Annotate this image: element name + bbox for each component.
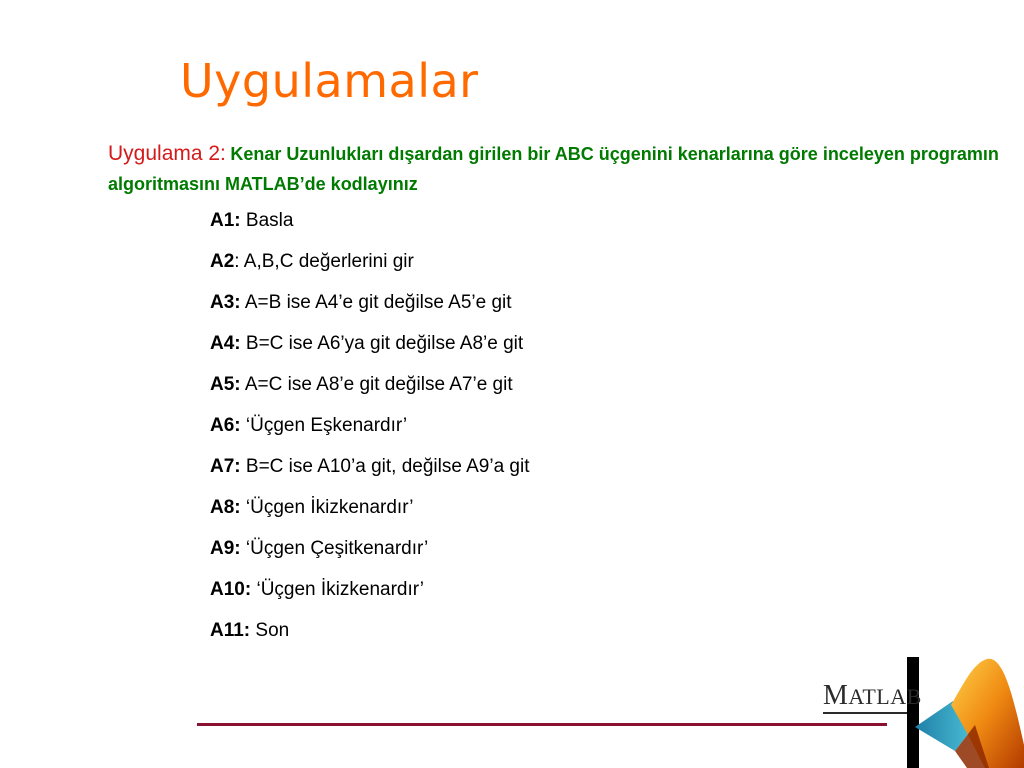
logo-underline: [823, 712, 907, 714]
algorithm-step: [210, 207, 530, 248]
step-code: A6:: [210, 415, 241, 436]
algorithm-step: [210, 535, 530, 576]
step-code: A1:: [210, 210, 241, 231]
algorithm-step: [210, 330, 530, 371]
algorithm-step: [210, 494, 530, 535]
step-code: A7:: [210, 456, 241, 477]
algorithm-step: [210, 371, 530, 412]
step-code: A3:: [210, 292, 241, 313]
step-text: A=B ise A4’e git değilse A5’e git: [240, 292, 512, 313]
step-code: A5:: [210, 374, 241, 395]
step-code: A10:: [210, 579, 252, 600]
step-text: B=C ise A10’a git, değilse A9’a git: [240, 456, 530, 477]
step-code: A11:: [210, 620, 251, 641]
algorithm-step: [210, 289, 530, 330]
step-text: ‘Üçgen Eşkenardır’: [240, 415, 408, 436]
step-code: A2: [210, 251, 235, 272]
step-code: A4:: [210, 333, 241, 354]
slide-subtitle: [108, 140, 1008, 200]
matlab-membrane-logo-icon: [915, 655, 1024, 768]
algorithm-step: [210, 453, 530, 494]
slide-title: Uygulamalar: [180, 54, 479, 108]
step-code: A8:: [210, 497, 241, 518]
step-code: A9:: [210, 538, 241, 559]
step-text: A=C ise A8’e git değilse A7’e git: [240, 374, 513, 395]
logo-first-letter: M: [823, 680, 849, 711]
step-text: Son: [250, 620, 290, 641]
algorithm-step: [210, 248, 530, 289]
subtitle-text: Kenar Uzunlukları dışardan girilen bir ABC üçgenini kenarlarına göre inceleyen programın algoritmasını MATLAB’de kodlayınız: [108, 144, 999, 194]
algorithm-step: [210, 412, 530, 453]
logo-rest-letters: ATLAB: [848, 684, 922, 709]
matlab-logo-text: [823, 680, 922, 712]
divider-line: [197, 723, 887, 726]
algorithm-step: [210, 576, 530, 617]
step-text: : A,B,C değerlerini gir: [234, 251, 414, 272]
step-text: ‘Üçgen İkizkenardır’: [240, 497, 414, 518]
subtitle-prefix: Uygulama 2:: [108, 142, 226, 165]
step-text: ‘Üçgen İkizkenardır’: [251, 579, 425, 600]
step-text: B=C ise A6’ya git değilse A8’e git: [240, 333, 524, 354]
algorithm-steps: [210, 207, 530, 658]
algorithm-step: [210, 617, 530, 658]
step-text: Basla: [240, 210, 294, 231]
step-text: ‘Üçgen Çeşitkenardır’: [240, 538, 429, 559]
